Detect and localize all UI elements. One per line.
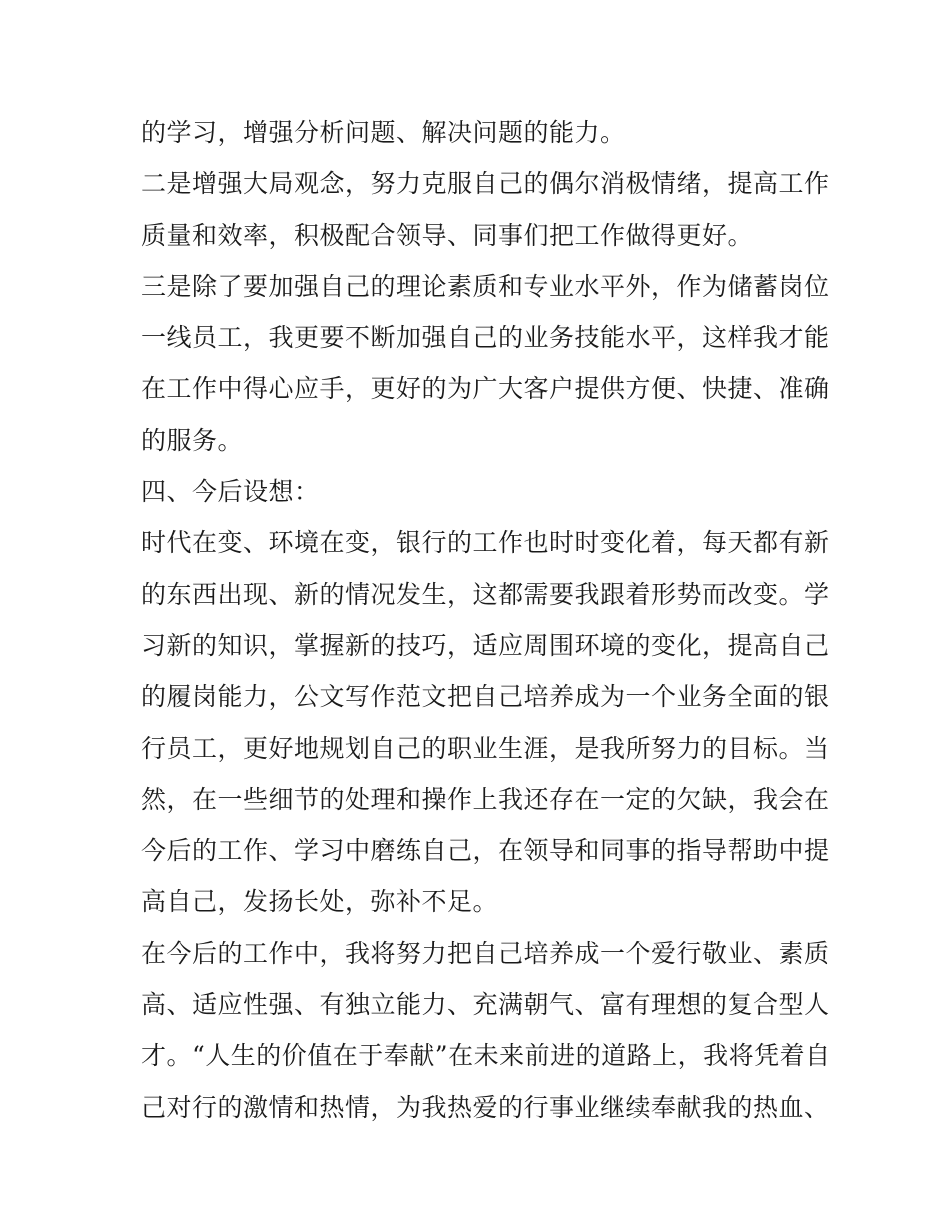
text-line: 在工作中得心应手，更好的为广大客户提供方便、快捷、准确 (141, 374, 830, 404)
section-heading: 四、今后设想： (141, 477, 320, 507)
text-line: 然，在一些细节的处理和操作上我还存在一定的欠缺，我会在 (141, 784, 830, 814)
text-line: 才。“人生的价值在于奉献”在未来前进的道路上，我将凭着自 (141, 1041, 831, 1071)
text-line: 习新的知识，掌握新的技巧，适应周围环境的变化，提高自己 (141, 630, 830, 660)
text-line: 的履岗能力，公文写作范文把自己培养成为一个业务全面的银 (141, 682, 830, 712)
text-line: 今后的工作、学习中磨练自己，在领导和同事的指导帮助中提 (141, 836, 830, 866)
text-line: 质量和效率，积极配合领导、同事们把工作做得更好。 (141, 220, 754, 250)
text-line: 三是除了要加强自己的理论素质和专业水平外，作为储蓄岗位 (141, 271, 830, 301)
text-line: 的学习，增强分析问题、解决问题的能力。 (141, 118, 626, 147)
text-line: 的服务。 (141, 425, 244, 455)
text-line: 行员工，更好地规划自己的职业生涯，是我所努力的目标。当 (141, 733, 830, 763)
text-line: 二是增强大局观念，努力克服自己的偶尔消极情绪，提高工作 (141, 169, 830, 199)
document-body (141, 107, 831, 1133)
text-line: 一线员工，我更要不断加强自己的业务技能水平，这样我才能 (141, 323, 830, 353)
text-line: 在今后的工作中，我将努力把自己培养成一个爱行敬业、素质 (141, 938, 830, 968)
text-line: 时代在变、环境在变，银行的工作也时时变化着，每天都有新 (141, 528, 830, 558)
text-line: 高自己，发扬长处，弥补不足。 (141, 887, 499, 917)
text-line: 的东西出现、新的情况发生，这都需要我跟着形势而改变。学 (141, 579, 830, 609)
text-line: 己对行的激情和热情，为我热爱的行事业继续奉献我的热血、 (141, 1092, 830, 1122)
text-line: 高、适应性强、有独立能力、充满朝气、富有理想的复合型人 (141, 990, 830, 1020)
